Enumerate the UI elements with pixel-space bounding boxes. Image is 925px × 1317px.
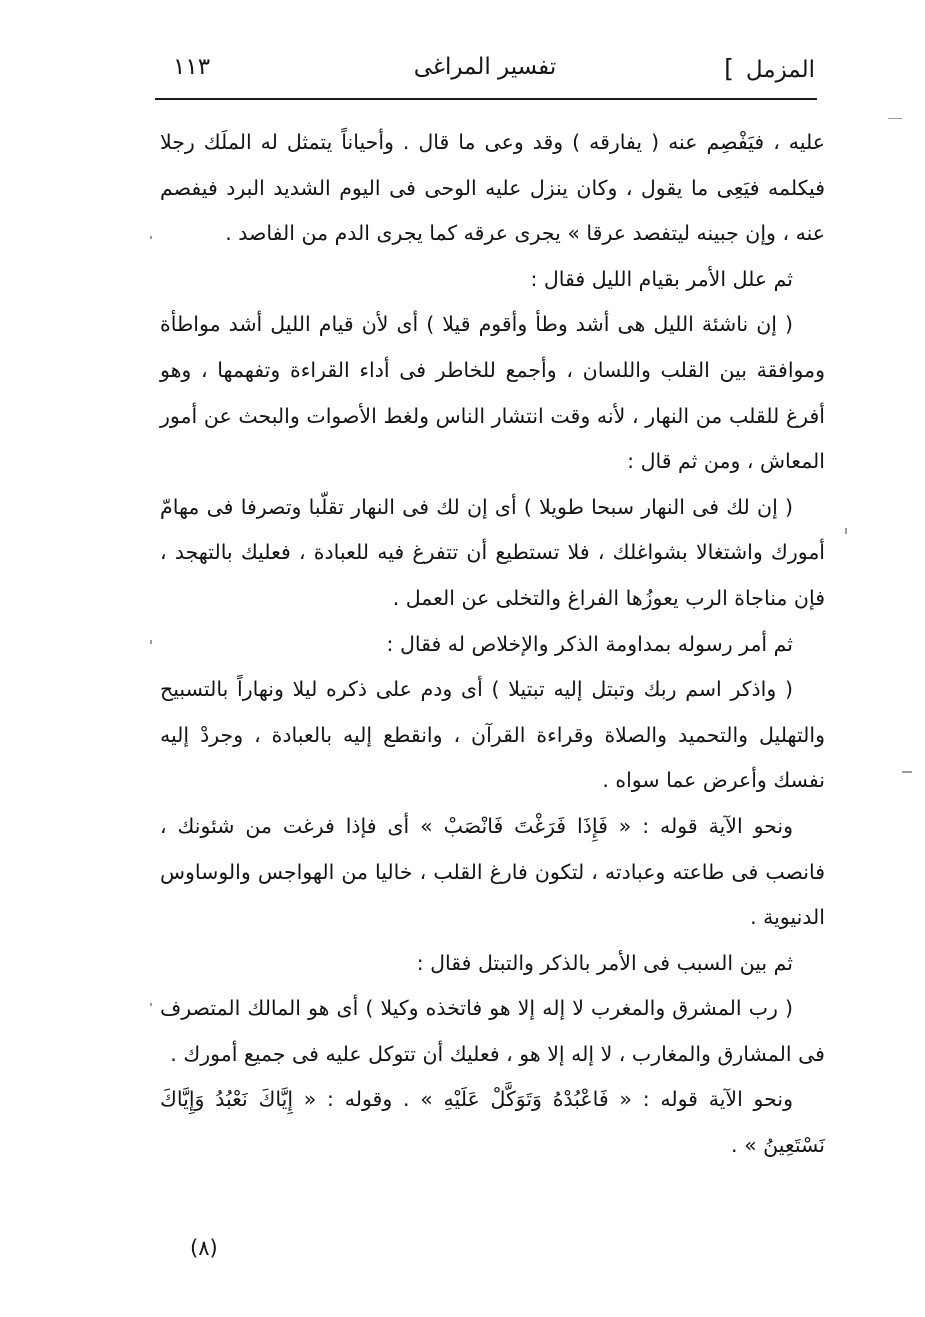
header-bracket: ] [724,54,734,83]
paragraph: ونحو الآية قوله : « فَإِذَا فَرَغْتَ فَانْصَبْ » أى فإذا فرغت من شئونك ، فانصب فى طاعته وعبادته ، لتكون فارغ القلب ، خاليا من الهواجس والوساوس الدنيوية . [160,813,825,930]
paragraph: عليه ، فيَفْصِم عنه ( يفارقه ) وقد وعى ما قال . وأحياناً يتمثل له الملَك رجلا فيكلمه فيَعِى ما يقول ، وكان ينزل عليه الوحى فى اليوم الشديد البرد فيفصم عنه ، وإن جبينه ليتفصد عرقا » يجرى عرقه كما يجرى الدم من الفاصد . [160,130,825,246]
scan-speck [150,640,152,644]
book-title: تفسير المراغى [413,54,557,80]
chapter-name-text: المزمل [745,57,815,83]
body-text [160,120,825,1169]
paragraph: ثم علل الأمر بقيام الليل فقال : [530,266,793,291]
signature-mark: (٨) [190,1236,218,1260]
scan-speck [845,528,847,534]
scan-speck [150,236,152,239]
header-rule [155,98,817,100]
paragraph: ( رب المشرق والمغرب لا إله إلا هو فاتخذه وكيلا ) أى هو المالك المتصرف فى المشارق والمغارب ، لا إله إلا هو ، فعليك أن تتوكل عليه فى جميع أمورك . [160,996,825,1066]
scan-speck [888,118,902,119]
paragraph: ( إن لك فى النهار سبحا طويلا ) أى إن لك فى النهار تقلّبا وتصرفا فى مهامّ أمورك واشتغالا بشواغلك ، فلا تستطيع أن تتفرغ فيه للعبادة ، فعليك بالتهجد ، فإن مناجاة الرب يعوزُها الفراغ والتخلى عن العمل . [160,494,825,610]
paragraph: ثم بين السبب فى الأمر بالذكر والتبتل فقال : [416,950,793,975]
paragraph: ثم أمر رسوله بمداومة الذكر والإخلاص له فقال : [386,631,793,656]
scan-speck [150,1003,152,1006]
page-number: ١١٣ [173,54,211,80]
scan-speck [902,771,912,773]
paragraph: ( إن ناشئة الليل هى أشد وطأ وأقوم قيلا ) أى لأن قيام الليل أشد مواطأة وموافقة بين القلب واللسان ، وأجمع للخاطر فى أداء القراءة وتفهمها ، وهو أفرغ للقلب من النهار ، لأنه وقت انتشار الناس ولغط الأصوات والبحث عن أمور المعاش ، ومن ثم قال : [160,312,825,474]
paragraph: ونحو الآية قوله : « فَاعْبُدْهُ وَتَوَكَّلْ عَلَيْهِ » . وقوله : « إِيَّاكَ نَعْبُدُ وَإِيَّاكَ نَسْتَعِينُ » . [160,1087,825,1158]
paragraph: ( واذكر اسم ربك وتبتل إليه تبتيلا ) أى ودم على ذكره ليلا ونهاراً بالتسبيح والتهليل والتحميد والصلاة وقراءة القرآن ، وانقطع إليه بالعبادة ، وجردْ إليه نفسك وأعرض عما سواه . [160,677,825,793]
page-header [155,42,815,90]
